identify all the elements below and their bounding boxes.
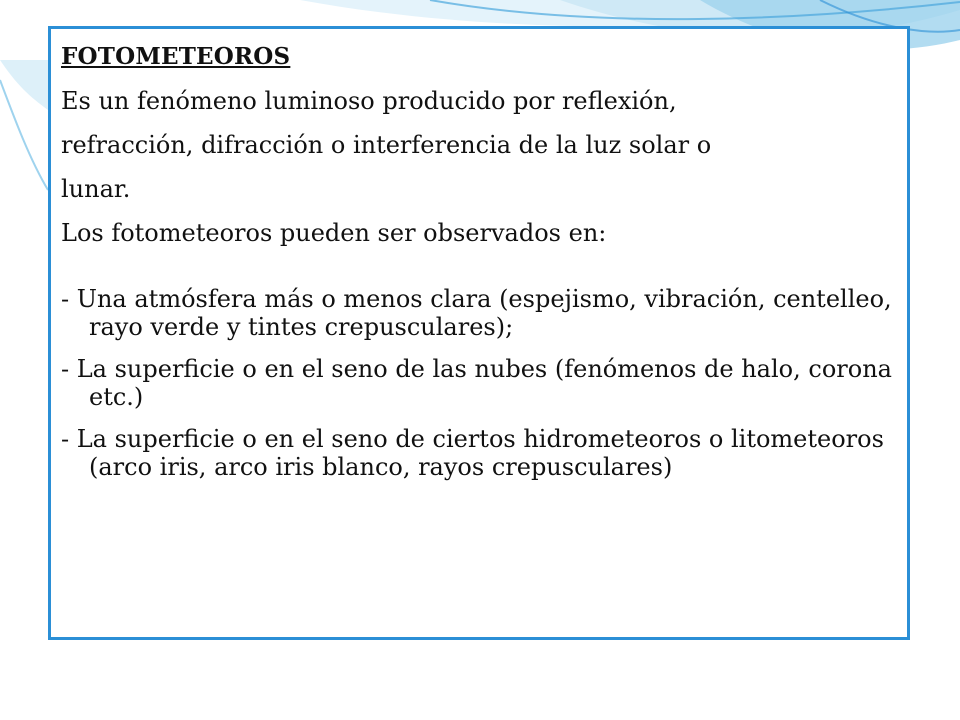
bullet-item: - La superficie o en el seno de las nubes (fenómenos de halo, corona etc.) <box>61 355 892 411</box>
intro-line-2: refracción, difracción o interferencia de la luz solar o <box>61 131 712 159</box>
intro-line-1: Es un fenómeno luminoso producido por reflexión, <box>61 87 677 115</box>
spacer <box>61 255 895 285</box>
bullet-item: - La superficie o en el seno de ciertos hidrometeoros o litometeoros (arco iris, arco iris blanco, rayos crepusculares) <box>61 425 884 481</box>
slide-content-box <box>48 26 910 640</box>
bullet-item: - Una atmósfera más o menos clara (espejismo, vibración, centelleo, rayo verde y tintes crepusculares); <box>61 285 892 341</box>
slide-title: FOTOMETEOROS <box>61 43 291 70</box>
intro-line-4: Los fotometeoros pueden ser observados en: <box>61 219 607 247</box>
intro-line-3: lunar. <box>61 175 131 203</box>
